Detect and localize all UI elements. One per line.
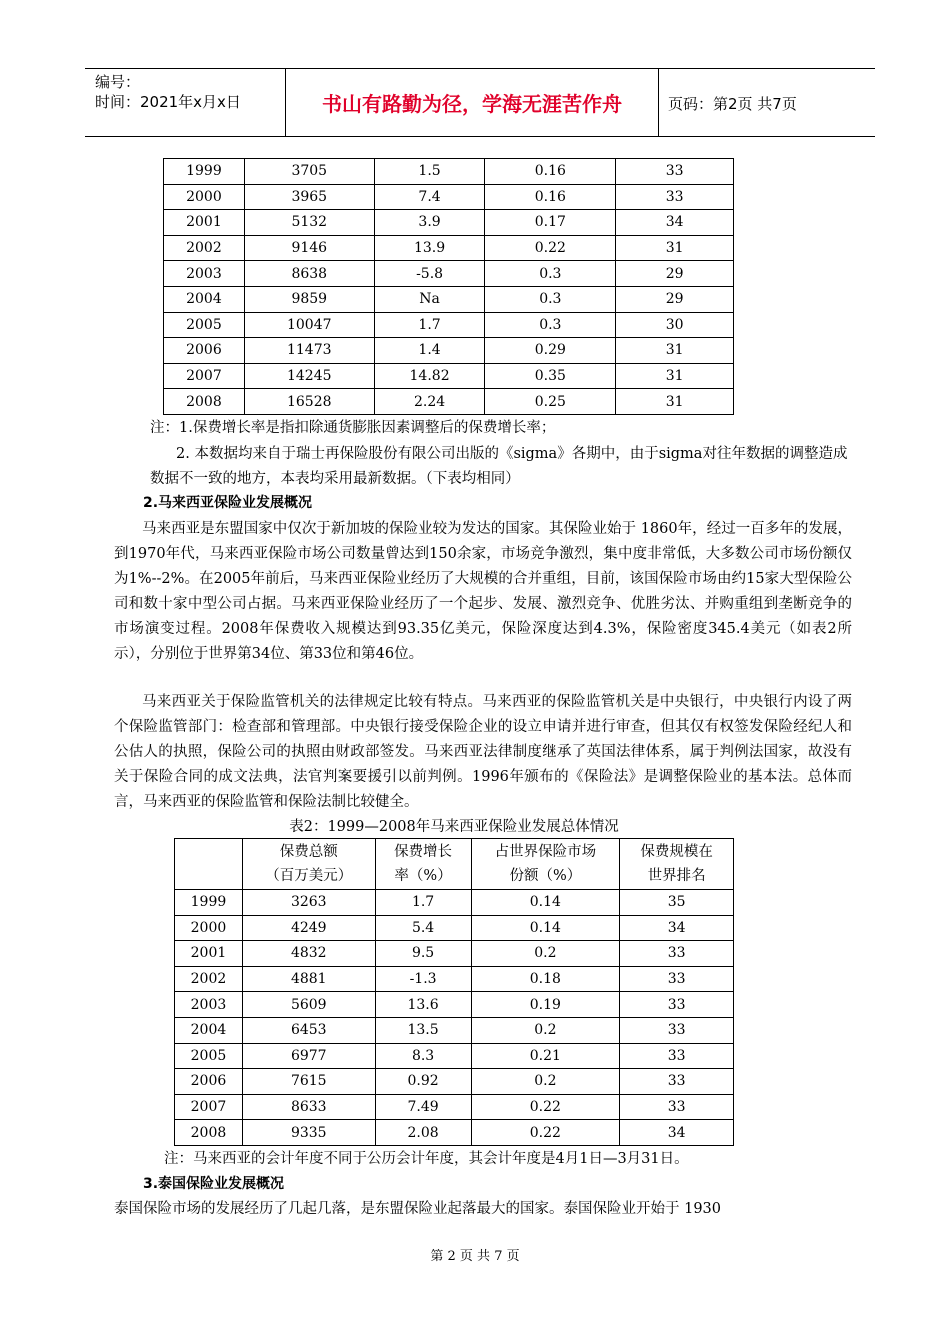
table-2-cell: 6977: [242, 1043, 375, 1069]
table-1-cell: 0.35: [485, 363, 616, 389]
table-1: [163, 158, 734, 415]
header-time-label: 时间：2021年x月x日: [95, 93, 241, 111]
table-1-cell: 2006: [164, 338, 245, 364]
table-2-header-line: 保费规模在: [640, 844, 713, 860]
table-2-cell: 33: [620, 966, 734, 992]
table-2-cell: 5609: [242, 992, 375, 1018]
table-1-row: [164, 210, 734, 236]
table-2-cell: 6453: [242, 1017, 375, 1043]
table-1-cell: 2003: [164, 261, 245, 287]
table-2-cell: 0.2: [471, 1069, 620, 1095]
table-1-cell: 1.5: [374, 159, 485, 185]
table-1-row: [164, 159, 734, 185]
table-1-cell: 0.16: [485, 184, 616, 210]
table-2-row: [175, 1094, 734, 1120]
table-1-cell: 0.3: [485, 312, 616, 338]
table-2-cell: 33: [620, 992, 734, 1018]
table-2-cell: 0.21: [471, 1043, 620, 1069]
table-1-cell: 14245: [244, 363, 374, 389]
table-1-cell: 2007: [164, 363, 245, 389]
table-1-cell: 0.3: [485, 261, 616, 287]
table-1-cell: 29: [616, 286, 734, 312]
table-2-cell: -1.3: [375, 966, 471, 992]
table-2-header-cell: [242, 839, 375, 890]
table-2-cell: 33: [620, 1094, 734, 1120]
table-2-cell: 13.5: [375, 1017, 471, 1043]
table-2-cell: 7.49: [375, 1094, 471, 1120]
table-2-cell: 2006: [175, 1069, 243, 1095]
table-2-cell: 0.18: [471, 966, 620, 992]
table-2-cell: 8633: [242, 1094, 375, 1120]
table-1-cell: 13.9: [374, 235, 485, 261]
table-1-cell: 2002: [164, 235, 245, 261]
table-2-cell: 0.2: [471, 941, 620, 967]
table-2-header-cell: [620, 839, 734, 890]
table-1-cell: 31: [616, 389, 734, 415]
table-2-cell: 4881: [242, 966, 375, 992]
table-2-row: [175, 890, 734, 916]
table-1-row: [164, 286, 734, 312]
table-2-cell: 5.4: [375, 915, 471, 941]
table-1-row: [164, 338, 734, 364]
table-2-cell: 0.2: [471, 1017, 620, 1043]
table-2-cell: 1999: [175, 890, 243, 916]
table-2-cell: 2000: [175, 915, 243, 941]
table-1-cell: 14.82: [374, 363, 485, 389]
table-2-cell: 33: [620, 1017, 734, 1043]
table-1-cell: 16528: [244, 389, 374, 415]
header-page-label: 页码：第2页 共7页: [668, 95, 797, 113]
table-2-cell: 2005: [175, 1043, 243, 1069]
table-2-header-line: 率（%）: [394, 868, 452, 884]
table-1-cell: 2000: [164, 184, 245, 210]
table-2-row: [175, 1017, 734, 1043]
table-1-cell: 11473: [244, 338, 374, 364]
table-1-cell: 1999: [164, 159, 245, 185]
table-2-cell: 2003: [175, 992, 243, 1018]
table-1-cell: 10047: [244, 312, 374, 338]
table-1-cell: 2004: [164, 286, 245, 312]
table-1-cell: 1.4: [374, 338, 485, 364]
table-2-note: 注：马来西亚的会计年度不同于公历会计年度，其会计年度是4月1日—3月31日。: [164, 1151, 689, 1167]
table-1-cell: 9859: [244, 286, 374, 312]
table-2-row: [175, 915, 734, 941]
table-2-header-line: （百万美元）: [265, 868, 353, 884]
table-2-row: [175, 966, 734, 992]
table-2-cell: 4249: [242, 915, 375, 941]
table-2-cell: 2007: [175, 1094, 243, 1120]
table-2-header-row: [175, 839, 734, 890]
table-2-row: [175, 1069, 734, 1095]
table-1-cell: -5.8: [374, 261, 485, 287]
table-2-cell: 2.08: [375, 1120, 471, 1146]
table-2-row: [175, 1120, 734, 1146]
table-1-cell: 31: [616, 363, 734, 389]
table-2-header-line: 份额（%）: [509, 868, 582, 884]
table-1-cell: 8638: [244, 261, 374, 287]
table-1-row: [164, 363, 734, 389]
section-2-heading: 2.马来西亚保险业发展概况: [143, 495, 313, 511]
table-2: [174, 838, 734, 1146]
table-1-cell: 31: [616, 235, 734, 261]
section-2-paragraph-2: 马来西亚关于保险监管机关的法律规定比较有特点。马来西亚的保险监管机关是中央银行，中央银行内设了两个保险监管部门：检查部和管理部。中央银行接受保险企业的设立申请并进行审查，但其仅有权签发保险经纪人和公估人的执照，保险公司的执照由财政部签发。马来西亚法律制度继承了英国法律体系，属于判例法国家，故没有关于保险合同的成文法典，法官判案要援引以前判例。1996年颁布的《保险法》是调整保险业的基本法。总体而言，马来西亚的保险监管和保险法制比较健全。: [114, 694, 852, 810]
table-2-cell: 2001: [175, 941, 243, 967]
table-1-note-2: 2. 本数据均来自于瑞士再保险股份有限公司出版的《sigma》各期中，由于sigma对往年数据的调整造成数据不一致的地方，本表均采用最新数据。（下表均相同）: [150, 446, 848, 487]
table-2-cell: 7615: [242, 1069, 375, 1095]
table-1-row: [164, 312, 734, 338]
table-2-header-cell: [375, 839, 471, 890]
table-1-row: [164, 235, 734, 261]
table-2-cell: 2002: [175, 966, 243, 992]
table-2-header-cell: [471, 839, 620, 890]
table-2-cell: 34: [620, 1120, 734, 1146]
header-meta: [85, 69, 285, 136]
table-1-note-1: 注：1.保费增长率是指扣除通货膨胀因素调整后的保费增长率；: [150, 420, 556, 436]
table-1-cell: 0.25: [485, 389, 616, 415]
table-2-cell: 0.92: [375, 1069, 471, 1095]
table-2-cell: 8.3: [375, 1043, 471, 1069]
table-2-cell: 34: [620, 915, 734, 941]
table-1-cell: 0.22: [485, 235, 616, 261]
table-1-cell: 3705: [244, 159, 374, 185]
header-slogan-cell: [285, 69, 659, 136]
table-1-cell: 0.29: [485, 338, 616, 364]
section-3-paragraph-1: 泰国保险市场的发展经历了几起几落，是东盟保险业起落最大的国家。泰国保险业开始于 1930: [114, 1201, 722, 1217]
table-2-body: [175, 890, 734, 1146]
table-1-cell: 34: [616, 210, 734, 236]
table-2-cell: 33: [620, 941, 734, 967]
section-3-heading: 3.泰国保险业发展概况: [143, 1176, 285, 1192]
table-2-header-line: 保费总额: [279, 844, 338, 860]
table-1-cell: 3.9: [374, 210, 485, 236]
table-1-cell: 33: [616, 184, 734, 210]
page-header: [85, 68, 875, 137]
table-1-cell: 2001: [164, 210, 245, 236]
header-page-cell: [658, 69, 875, 136]
table-2-cell: 3263: [242, 890, 375, 916]
table-1-cell: 0.17: [485, 210, 616, 236]
table-1-cell: 31: [616, 338, 734, 364]
table-2-cell: 33: [620, 1069, 734, 1095]
table-1-cell: 0.16: [485, 159, 616, 185]
table-2-cell: 0.19: [471, 992, 620, 1018]
table-2-cell: 4832: [242, 941, 375, 967]
table-1-cell: 2008: [164, 389, 245, 415]
table-1-cell: 3965: [244, 184, 374, 210]
table-2-cell: 13.6: [375, 992, 471, 1018]
table-1-cell: 29: [616, 261, 734, 287]
table-1-cell: 0.3: [485, 286, 616, 312]
header-number-label: 编号：: [95, 73, 141, 91]
table-1-cell: 2.24: [374, 389, 485, 415]
page-footer: 第 2 页 共 7 页: [430, 1249, 520, 1264]
table-2-header-line: 占世界保险市场: [494, 844, 597, 860]
table-1-cell: 2005: [164, 312, 245, 338]
table-1-cell: 9146: [244, 235, 374, 261]
header-slogan: 书山有路勤为径，学海无涯苦作舟: [322, 92, 622, 116]
table-1-body: [164, 159, 734, 415]
table-2-cell: 9.5: [375, 941, 471, 967]
table-2-cell: 35: [620, 890, 734, 916]
table-2-cell: 0.22: [471, 1120, 620, 1146]
table-2-cell: 0.22: [471, 1094, 620, 1120]
table-2-cell: 0.14: [471, 890, 620, 916]
table-2-row: [175, 941, 734, 967]
table-2-cell: 2008: [175, 1120, 243, 1146]
table-2-row: [175, 1043, 734, 1069]
table-2-caption: 表2：1999—2008年马来西亚保险业发展总体情况: [289, 819, 619, 835]
table-2-header-line: 世界排名: [647, 868, 706, 884]
table-2-header-cell: [175, 839, 243, 890]
table-2-cell: 33: [620, 1043, 734, 1069]
table-1-cell: 1.7: [374, 312, 485, 338]
table-1-cell: 33: [616, 159, 734, 185]
table-2-cell: 9335: [242, 1120, 375, 1146]
table-1-cell: 7.4: [374, 184, 485, 210]
table-2-cell: 2004: [175, 1017, 243, 1043]
table-1-cell: 5132: [244, 210, 374, 236]
table-1-cell: 30: [616, 312, 734, 338]
table-1-row: [164, 261, 734, 287]
table-2-cell: 1.7: [375, 890, 471, 916]
table-1-row: [164, 389, 734, 415]
section-2-paragraph-1: 马来西亚是东盟国家中仅次于新加坡的保险业较为发达的国家。其保险业始于 1860年，经过一百多年的发展，到1970年代，马来西亚保险市场公司数量曾达到150余家，市场竞争激烈，集中度非常低，大多数公司市场份额仅为1%--2%。在2005年前后，马来西亚保险业经历了大规模的合并重组，目前，该国保险市场由约15家大型保险公司和数十家中型公司占据。马来西亚保险业经历了一个起步、发展、激烈竞争、优胜劣汰、并购重组到垄断竞争的市场演变过程。2008年保费收入规模达到93.35亿美元，保险深度达到4.3%，保险密度345.4美元（如表2所示），分别位于世界第34位、第33位和第46位。: [114, 521, 852, 662]
table-2-cell: 0.14: [471, 915, 620, 941]
table-2-row: [175, 992, 734, 1018]
table-2-header-line: 保费增长: [394, 844, 453, 860]
table-1-row: [164, 184, 734, 210]
table-1-cell: Na: [374, 286, 485, 312]
